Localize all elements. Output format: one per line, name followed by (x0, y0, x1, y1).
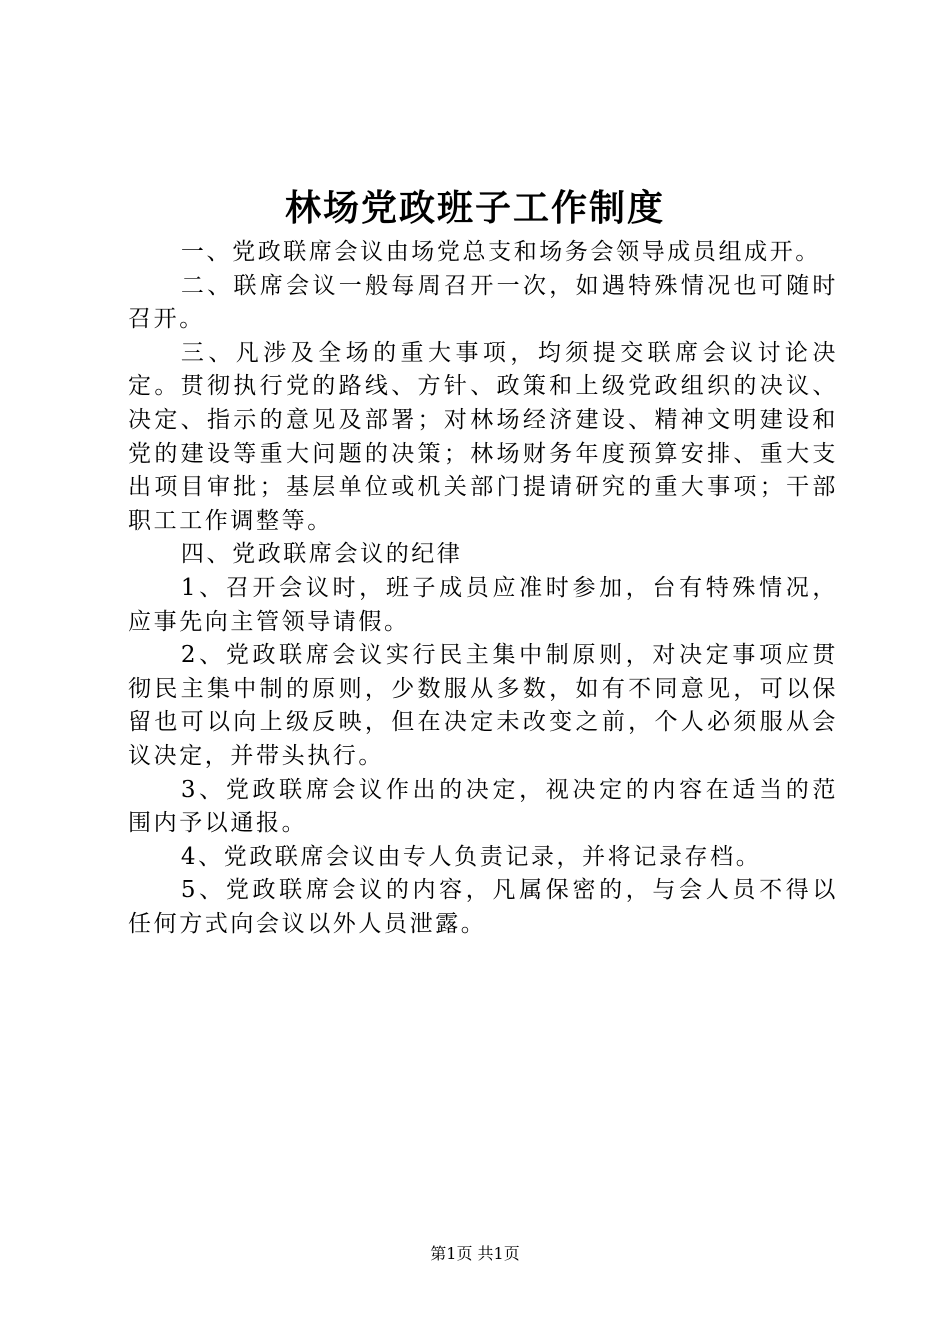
paragraph-7: 3、党政联席会议作出的决定，视决定的内容在适当的范围内予以通报。 (128, 776, 838, 837)
paragraph-8: 4、党政联席会议由专人负责记录，并将记录存档。 (180, 843, 762, 870)
paragraph-5: 1、召开会议时，班子成员应准时参加，台有特殊情况，应事先向主管领导请假。 (128, 574, 838, 635)
paragraph-9: 5、党政联席会议的内容，凡属保密的，与会人员不得以任何方式向会议以外人员泄露。 (128, 877, 838, 937)
paragraph-3: 三、凡涉及全场的重大事项，均须提交联席会议讨论决定。贯彻执行党的路线、方针、政策和上级党政组织的决议、决定、指示的意见及部署；对林场经济建设、精神文明建设和党的建设等重大问题的决策；林场财务年度预算安排、重大支出项目审批；基层单位或机关部门提请研究的重大事项；干部职工工作调整等。 (128, 339, 838, 534)
document-title: 林场党政班子工作制度 (284, 187, 665, 229)
document-body (128, 236, 838, 941)
paragraph-4: 四、党政联席会议的纪律 (180, 541, 463, 568)
paragraph-1: 一、党政联席会议由场党总支和场务会领导成员组成开。 (180, 239, 821, 265)
paragraph-2: 二、联席会议一般每周召开一次，如遇特殊情况也可随时召开。 (128, 272, 838, 333)
paragraph-6: 2、党政联席会议实行民主集中制原则，对决定事项应贯彻民主集中制的原则，少数服从多数，如有不同意见，可以保留也可以向上级反映，但在决定未改变之前，个人必须服从会议决定，并带头执行。 (128, 642, 838, 769)
page-footer: 第1页 共1页 (430, 1244, 520, 1263)
